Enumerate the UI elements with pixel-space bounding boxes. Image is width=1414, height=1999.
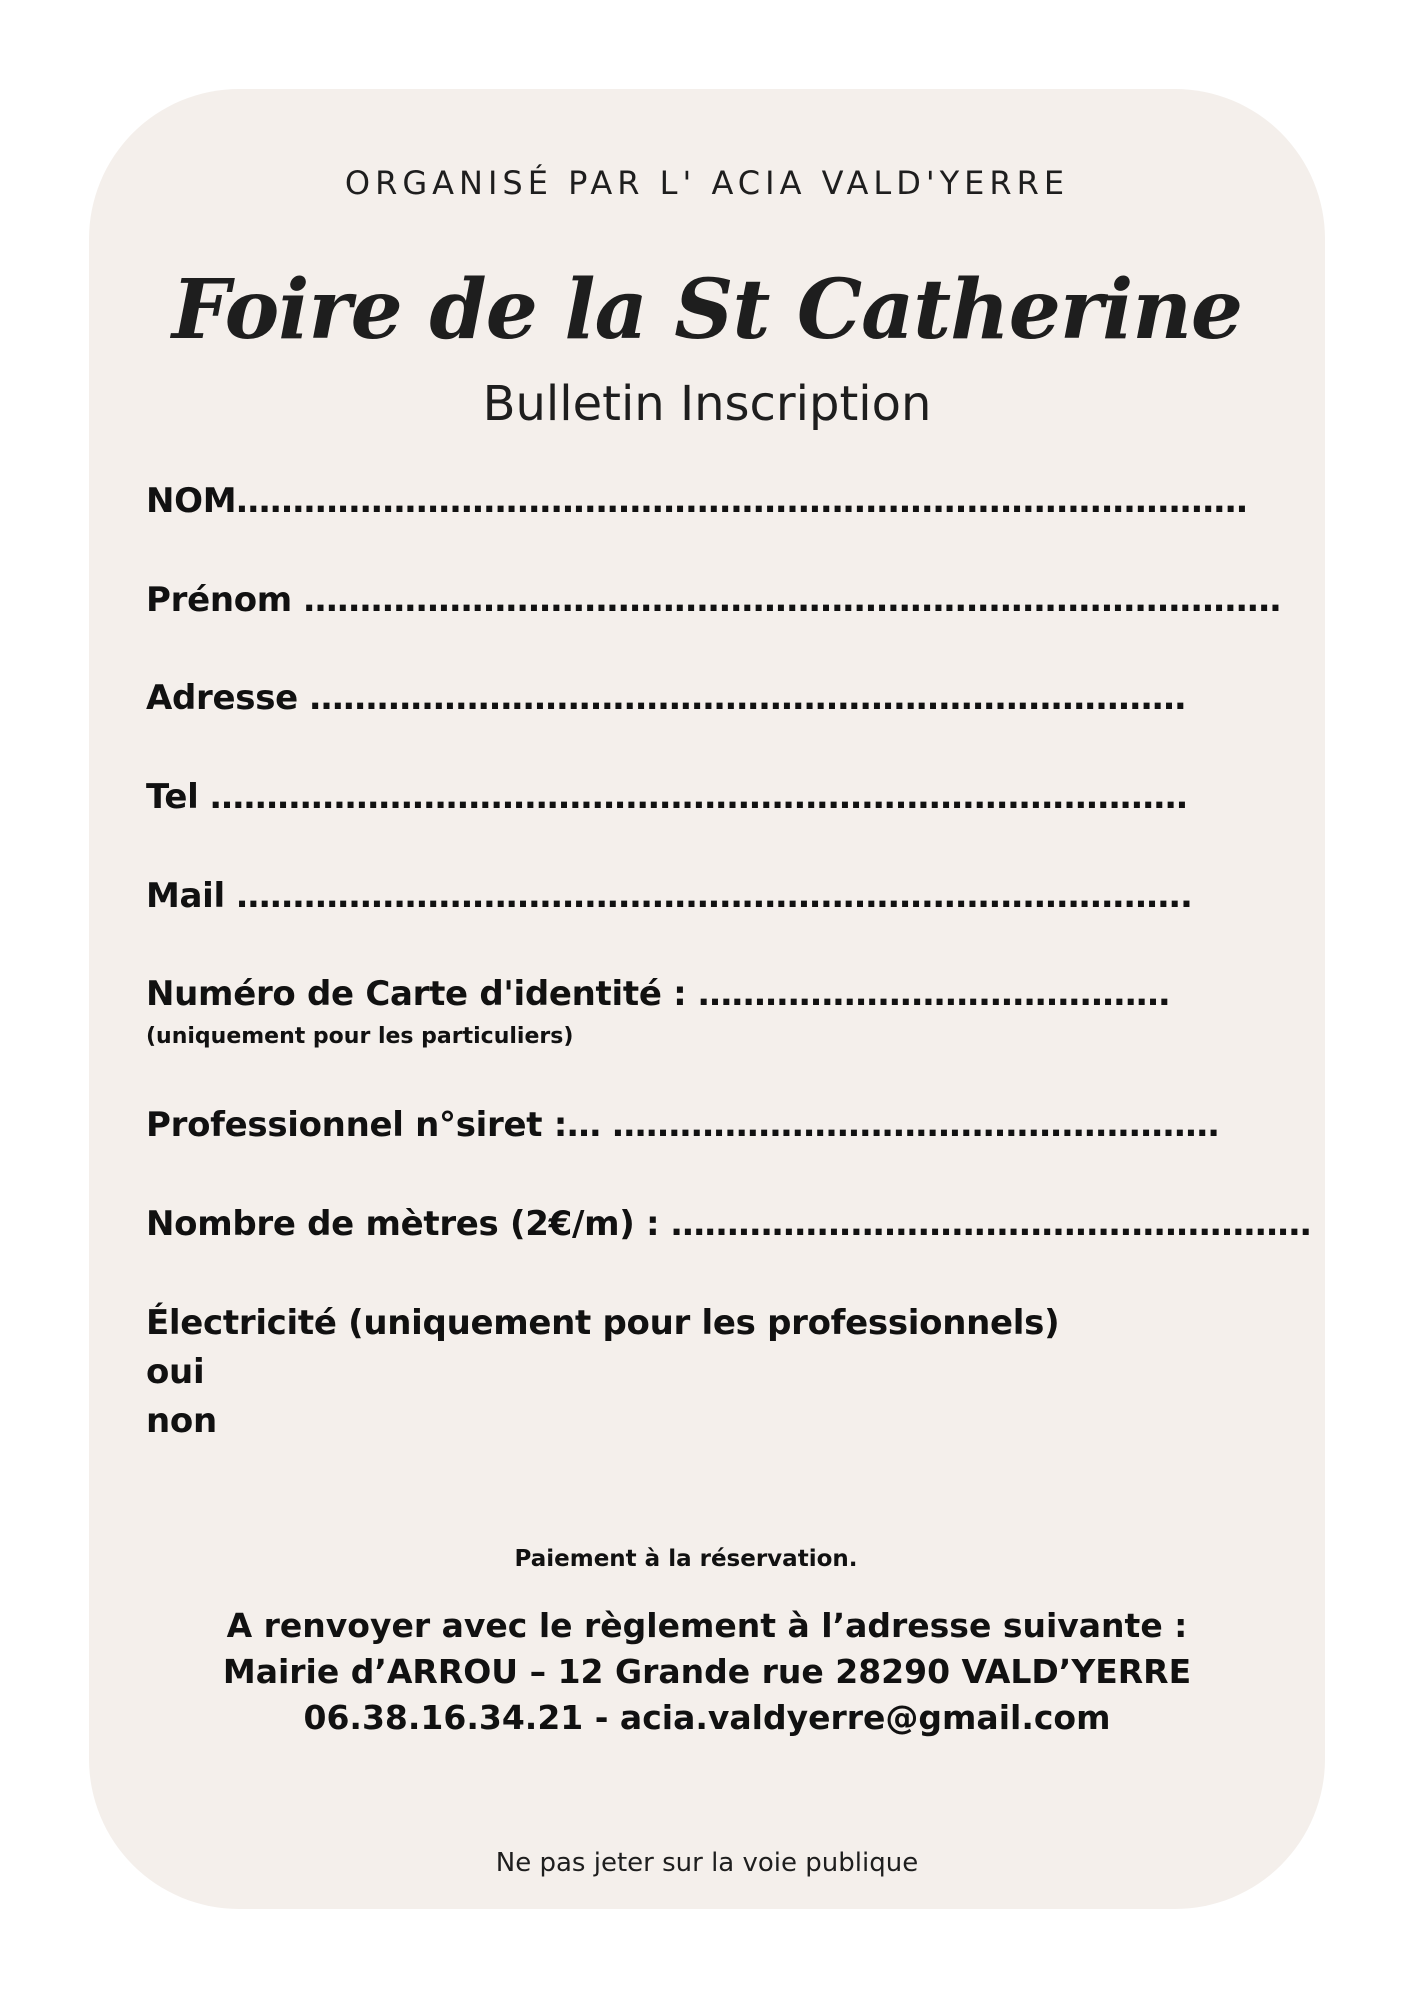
field-metres: Nombre de mètres (2€/m) : ………………………………………………… [146, 1204, 1312, 1244]
page-title: Foire de la St Catherine [171, 262, 1243, 358]
field-tel: Tel …………………………………………………………………………… [146, 777, 1188, 817]
option-oui: oui [146, 1352, 205, 1392]
field-siret: Professionnel n°siret :… ……………………………………………… [146, 1105, 1219, 1145]
option-non: non [146, 1401, 217, 1441]
field-electricite: Électricité (uniquement pour les professionnels) [146, 1303, 1060, 1343]
field-nom: NOM……………………………………………………………………………… [146, 481, 1248, 521]
field-carte-identite-note: (uniquement pour les particuliers) [146, 1024, 574, 1049]
disclaimer: Ne pas jeter sur la voie publique [495, 1848, 919, 1878]
field-prenom: Prénom …………………………………………………………………………… [146, 580, 1281, 620]
mailing-address: Mairie d’ARROU – 12 Grande rue 28290 VALD’YERRE [222, 1652, 1192, 1691]
organizer-text: ORGANISÉ PAR L' ACIA VALD'YERRE [344, 164, 1070, 202]
payment-note: Paiement à la réservation. [514, 1546, 858, 1572]
send-instructions: A renvoyer avec le règlement à l’adresse suivante : [226, 1606, 1188, 1645]
page-subtitle: Bulletin Inscription [482, 376, 932, 432]
field-adresse: Adresse …………………………………………………………………… [146, 678, 1186, 718]
field-carte-identite: Numéro de Carte d'identité : …………………………………… [146, 974, 1170, 1014]
field-mail: Mail …………………………………………………………………………. [146, 876, 1193, 916]
contact-info: 06.38.16.34.21 - acia.valdyerre@gmail.com [303, 1698, 1111, 1737]
